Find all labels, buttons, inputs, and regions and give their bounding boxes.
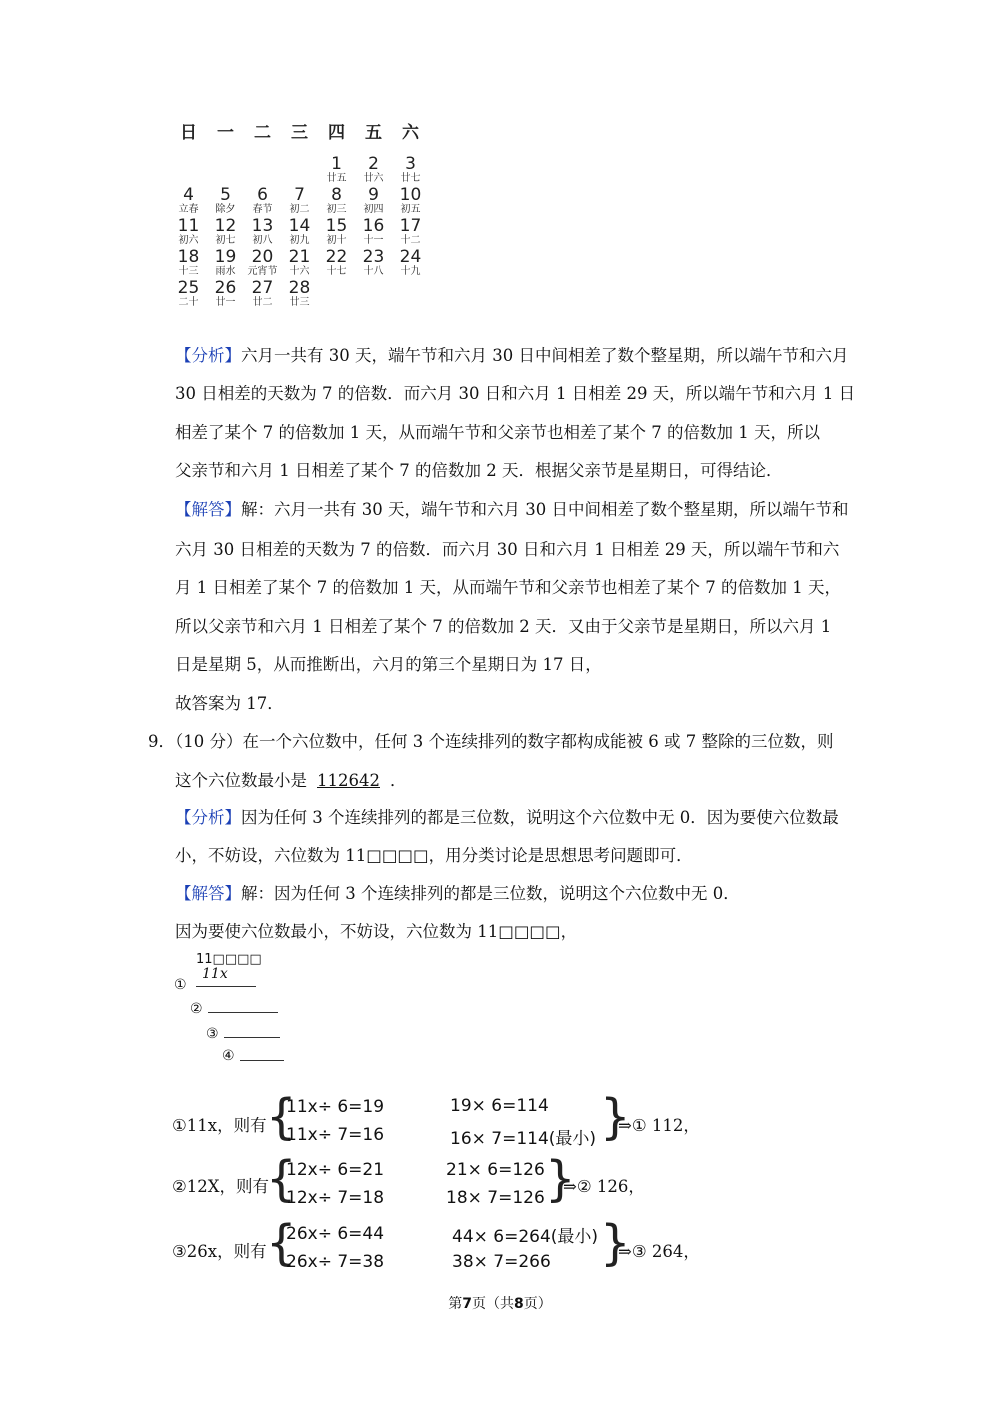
day-number: 12 [214,216,237,236]
calendar-day [170,217,207,248]
lunar-date: 廿三 [289,297,310,308]
case-1-close-brace: } [600,1089,631,1145]
lunar-date: 初九 [289,235,310,246]
day-number: 6 [257,185,268,205]
case-2-res-2: 18× 7=126 [446,1188,545,1208]
calendar-weekday: 六 [402,123,419,143]
calendar-day [318,248,355,279]
day-number: 24 [399,247,422,267]
calendar-day [281,155,318,186]
lunar-date: 春节 [252,204,273,215]
q9-analysis-text-1: 因为任何 3 个连续排列的都是三位数，说明这个六位数中无 0．因为要使六位数最 [241,808,839,827]
calendar-day [170,279,207,310]
calendar-weekday: 五 [365,123,382,143]
calendar-day [244,248,281,279]
calendar-day [244,186,281,217]
calendar-weekday: 二 [254,123,271,143]
answer-blank: 112642 [317,771,380,790]
calendar-day [392,186,429,217]
day-number: 10 [399,185,422,205]
calendar-day [207,248,244,279]
calendar-day [244,217,281,248]
calendar-day [355,186,392,217]
day-number: 5 [220,185,231,205]
case-3-res-2: 38× 7=266 [452,1252,551,1272]
page-total: 8 [514,1296,524,1312]
calendar-day [207,155,244,186]
question-9-prefix: 这个六位数最小是 [175,771,307,790]
case-2-label: ②12X，则有 [172,1177,270,1196]
diagram-line-4 [240,1060,284,1061]
analysis-text-1: 六月一共有 30 天，端午节和六月 30 日中间相差了数个整星期，所以端午节和六月 [241,346,849,365]
lunar-date: 初六 [178,235,199,246]
calendar-day [281,248,318,279]
calendar-weekday: 四 [328,123,345,143]
calendar-day [170,248,207,279]
calendar-day [281,279,318,310]
digit-diagram [172,952,312,1072]
lunar-date: 廿六 [363,173,384,184]
lunar-date: 二十 [178,297,199,308]
question-9-suffix: ． [390,771,407,790]
calendar-day [244,155,281,186]
solution-line-3: 月 1 日相差了某个 7 的倍数加 1 天，从而端午节和父亲节也相差了某个 7 的倍数加 1 天， [175,578,841,597]
day-number: 19 [214,247,237,267]
diagram-mark-2: ② [190,1001,203,1017]
diagram-line-1 [196,986,256,987]
case-1-eq-1: 11x÷ 6=19 [286,1097,385,1117]
calendar-weekday: 三 [291,123,308,143]
case-2-res-1: 21× 6=126 [446,1160,545,1180]
calendar-day [318,279,355,310]
case-2-eq-1: 12x÷ 6=21 [286,1160,385,1180]
solution-line-4: 所以父亲节和六月 1 日相差了某个 7 的倍数加 2 天．又由于父亲节是星期日，所以六月 1 [175,617,832,636]
solution-text-1: 解：六月一共有 30 天，端午节和六月 30 日中间相差了数个整星期，所以端午节和 [241,500,849,519]
q9-solution-line-1 [175,884,740,904]
day-number: 11 [177,216,200,236]
footer-suffix: 页） [523,1296,552,1312]
case-3-res-1: 44× 6=264(最小) [452,1227,599,1247]
day-number: 22 [325,247,348,267]
lunar-date: 雨水 [215,266,236,277]
lunar-date: 廿一 [215,297,236,308]
diagram-line-3 [224,1037,280,1038]
calendar-day [355,279,392,310]
calendar-day [207,217,244,248]
solution-tag: 【解答】 [175,500,241,519]
day-number: 2 [368,154,379,174]
lunar-date: 十六 [289,266,310,277]
lunar-date: 初三 [326,204,347,215]
day-number: 14 [288,216,311,236]
calendar-day [355,248,392,279]
lunar-date: 初二 [289,204,310,215]
lunar-date: 十一 [363,235,384,246]
solution-line-1 [175,500,848,520]
analysis-tag: 【分析】 [175,346,241,365]
lunar-date: 十三 [178,266,199,277]
calendar-weekday: 一 [217,123,234,143]
case-1-res-1: 19× 6=114 [450,1096,549,1116]
case-1-brace: { [266,1089,297,1145]
diagram-line-2 [208,1012,278,1013]
case-1-res-2: 16× 7=114(最小) [450,1129,597,1149]
day-number: 21 [288,247,311,267]
footer-middle: 页（共 [472,1296,514,1312]
day-number: 4 [183,185,194,205]
lunar-date: 十九 [400,266,421,277]
calendar-day [355,155,392,186]
case-3-brace: { [266,1215,297,1271]
analysis-line-2: 30 日相差的天数为 7 的倍数．而六月 30 日和六月 1 日相差 29 天，所以端午节和六月 1 日 [175,384,856,403]
diagram-sub-label: 11x [202,966,228,982]
calendar-day [170,155,207,186]
question-9-line-1: 9．（10 分）在一个六位数中，任何 3 个连续排列的数字都构成能被 6 或 7 整除的三位数，则 [148,732,834,751]
day-number: 3 [405,154,416,174]
solution-line-2: 六月 30 日相差的天数为 7 的倍数．而六月 30 日和六月 1 日相差 29 天，所以端午节和六 [175,540,840,559]
page-number: 7 [462,1296,472,1312]
case-3-eq-2: 26x÷ 7=38 [286,1252,385,1272]
lunar-date: 十七 [326,266,347,277]
q9-solution-line-2: 因为要使六位数最小，不妨设，六位数为 11□□□□， [175,922,578,941]
case-2-eq-2: 12x÷ 7=18 [286,1188,385,1208]
q9-solution-tag: 【解答】 [175,884,241,903]
case-3-label: ③26x，则有 [172,1242,267,1261]
calendar-day [318,186,355,217]
day-number: 9 [368,185,379,205]
day-number: 18 [177,247,200,267]
day-number: 23 [362,247,385,267]
day-number: 7 [294,185,305,205]
lunar-date: 初八 [252,235,273,246]
diagram-top-label: 11□□□□ [196,952,262,967]
lunar-date: 初四 [363,204,384,215]
footer-prefix: 第 [448,1296,463,1312]
q9-analysis-line-2: 小，不妨设，六位数为 11□□□□，用分类讨论是思想思考问题即可． [175,846,693,865]
day-number: 17 [399,216,422,236]
diagram-mark-1: ① [174,977,187,993]
lunar-date: 初七 [215,235,236,246]
q9-solution-text-1: 解：因为任何 3 个连续排列的都是三位数，说明这个六位数中无 0． [241,884,740,903]
calendar-day [170,186,207,217]
calendar-grid [170,155,430,310]
case-2-brace: { [266,1151,297,1207]
day-number: 26 [214,278,237,298]
day-number: 28 [288,278,311,298]
case-2-result: ⇒② 126， [563,1177,645,1196]
lunar-date: 十八 [363,266,384,277]
calendar-day [281,186,318,217]
analysis-line-1 [175,346,848,366]
calendar-day [392,217,429,248]
diagram-mark-3: ③ [206,1026,219,1042]
case-1-label: ①11x，则有 [172,1116,267,1135]
lunar-date: 初十 [326,235,347,246]
analysis-line-4: 父亲节和六月 1 日相差了某个 7 的倍数加 2 天．根据父亲节是星期日，可得结论． [175,461,783,480]
calendar [170,118,430,310]
calendar-day [244,279,281,310]
calendar-day [207,279,244,310]
page-footer [0,1293,1000,1313]
case-1-eq-2: 11x÷ 7=16 [286,1125,385,1145]
case-3-close-brace: } [600,1215,631,1271]
question-9-line-2 [175,771,407,791]
day-number: 1 [331,154,342,174]
solution-line-5: 日是星期 5，从而推断出，六月的第三个星期日为 17 日， [175,655,602,674]
case-1-result: ⇒① 112， [618,1116,700,1135]
diagram-mark-4: ④ [222,1048,235,1064]
calendar-header [170,118,430,143]
calendar-day [392,279,429,310]
calendar-day [281,217,318,248]
calendar-day [392,155,429,186]
calendar-day [207,186,244,217]
day-number: 27 [251,278,274,298]
day-number: 13 [251,216,274,236]
lunar-date: 廿二 [252,297,273,308]
case-3-eq-1: 26x÷ 6=44 [286,1224,385,1244]
case-3-result: ⇒③ 264， [618,1242,700,1261]
day-number: 8 [331,185,342,205]
lunar-date: 元宵节 [247,266,278,277]
case-2-close-brace: } [545,1151,576,1207]
analysis-line-3: 相差了某个 7 的倍数加 1 天，从而端午节和父亲节也相差了某个 7 的倍数加 1 天，所以 [175,423,820,442]
day-number: 15 [325,216,348,236]
calendar-day [392,248,429,279]
q9-analysis-line-1 [175,808,839,828]
calendar-day [318,155,355,186]
lunar-date: 廿七 [400,173,421,184]
calendar-day [318,217,355,248]
lunar-date: 立春 [178,204,199,215]
lunar-date: 除夕 [215,204,236,215]
day-number: 20 [251,247,274,267]
calendar-day [355,217,392,248]
lunar-date: 初五 [400,204,421,215]
lunar-date: 廿五 [326,173,347,184]
solution-line-6: 故答案为 17． [175,694,284,713]
day-number: 16 [362,216,385,236]
q9-analysis-tag: 【分析】 [175,808,241,827]
lunar-date: 十二 [400,235,421,246]
day-number: 25 [177,278,200,298]
calendar-weekday: 日 [180,123,197,143]
